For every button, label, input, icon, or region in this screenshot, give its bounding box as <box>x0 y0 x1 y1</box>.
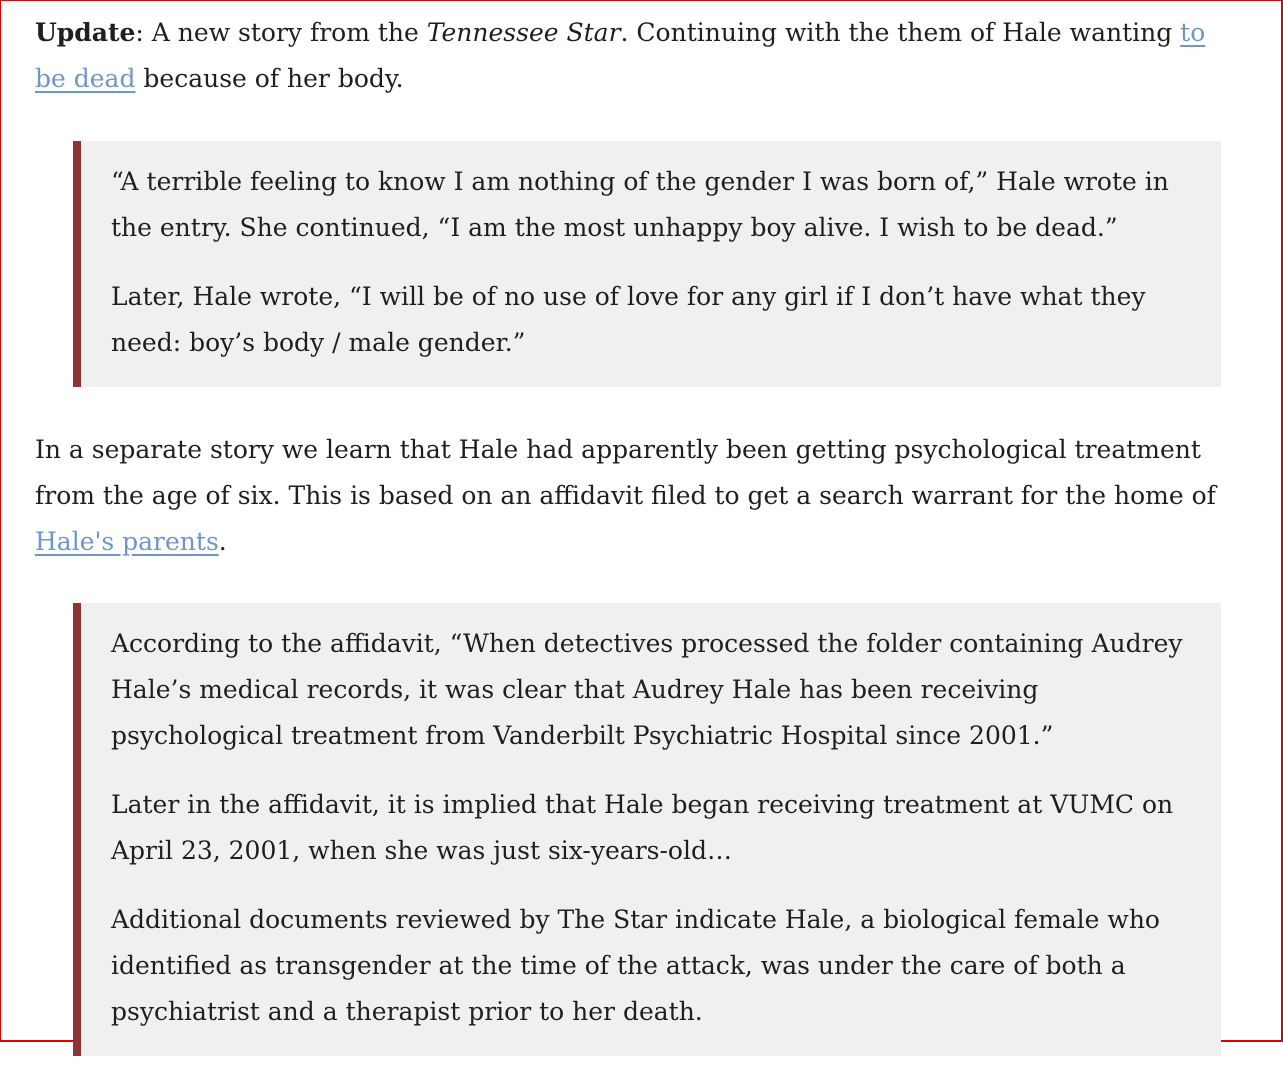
affidavit-blockquote <box>73 603 1221 1056</box>
separate-story-text-1: In a separate story we learn that Hale had apparently been getting psychological treatment from the age of six. This is based on an affidavit filed to get a search warrant for the home of <box>35 435 1216 510</box>
hales-parents-link[interactable]: Hale's parents <box>35 527 219 556</box>
article-body <box>35 10 1235 1081</box>
update-label: Update <box>35 18 136 47</box>
update-paragraph <box>35 10 1235 102</box>
update-text-2: . Continuing with the them of Hale wanting <box>620 18 1181 47</box>
diary-quote-paragraph-2: Later, Hale wrote, “I will be of no use of love for any girl if I don’t have what they need: boy’s body / male gender.” <box>111 282 1146 357</box>
publication-name: Tennessee Star <box>426 18 621 47</box>
update-text-1: : A new story from the <box>135 18 427 47</box>
separate-story-paragraph <box>35 427 1235 565</box>
diary-quote-paragraph-1: “A terrible feeling to know I am nothing of the gender I was born of,” Hale wrote in the entry. She continued, “I am the most unhappy boy alive. I wish to be dead.” <box>111 167 1169 242</box>
diary-blockquote <box>73 141 1221 387</box>
affidavit-quote-paragraph-1: According to the affidavit, “When detectives processed the folder containing Audrey Hale’s medical records, it was clear that Audrey Hale has been receiving psychological treatment from Vanderbilt Psychiatric Hospital since 2001.” <box>111 629 1183 750</box>
affidavit-quote-paragraph-2: Later in the affidavit, it is implied that Hale began receiving treatment at VUMC on April 23, 2001, when she was just six-years-old… <box>111 790 1174 865</box>
update-text-3: because of her body. <box>135 64 404 93</box>
affidavit-quote-paragraph-3: Additional documents reviewed by The Star indicate Hale, a biological female who identified as transgender at the time of the attack, was under the care of both a psychiatrist and a therapist prior to her death. <box>111 905 1160 1026</box>
separate-story-text-2: . <box>218 527 227 556</box>
to-be-dead-link[interactable]: to be dead <box>35 18 1206 93</box>
